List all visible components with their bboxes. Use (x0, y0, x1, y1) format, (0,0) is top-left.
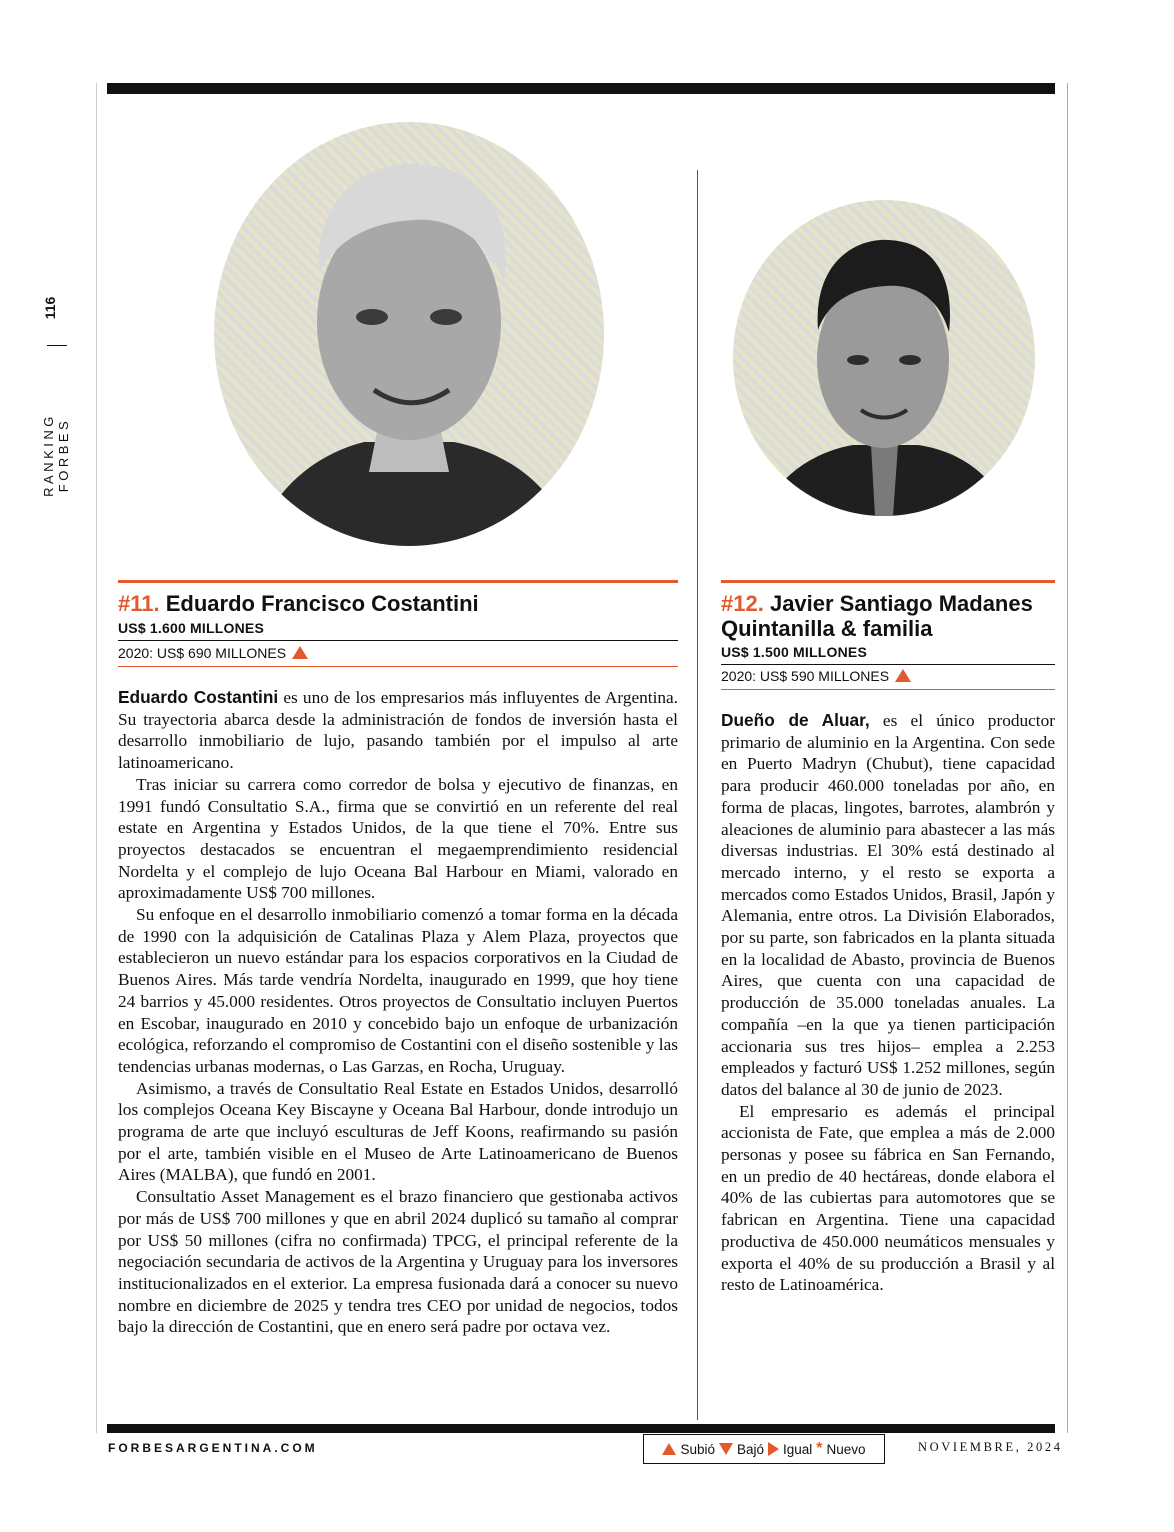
profile-1-paragraph: Su enfoque en el desarrollo inmobiliario comenzó a tomar forma en la década de 1990 con la adquisición de Catalinas Plaza y Alem Plaza, proyectos que establecieron un nuevo estándar para los espacios corporativos en la Ciudad de Buenos Aires. Más tarde vendría Nordelta, inaugurado en 1999, que hoy tiene 24 barrios y 45.000 residentes. Otros proyectos de Consultatio incluyen Puertos en Escobar, inaugurado en 2010 y concebido bajo un enfoque de urbanización ecológica, reforzando el compromiso de Costantini con el diseño sostenible y las tendencias urbanas modernas, o Las Garzas, en Rocha, Uruguay. (118, 905, 678, 1076)
profile-2-previous: 2020: US$ 590 MILLONES (721, 668, 890, 684)
right-margin-rule (1067, 83, 1068, 1433)
top-rule (107, 83, 1055, 94)
profile-1-title (118, 591, 678, 616)
profile-2-bottom-rule (721, 689, 1055, 690)
legend-same: Igual (783, 1441, 813, 1457)
portrait-costantini (214, 122, 604, 546)
profile-2-net-worth: US$ 1.500 MILLONES (721, 644, 867, 660)
section-label: RANKING FORBES (41, 413, 71, 497)
triangle-up-icon (292, 646, 308, 659)
profile-2-name: Javier Santiago Madanes Quintanilla & familia (721, 591, 1033, 641)
legend-down: Bajó (736, 1441, 764, 1457)
profile-1-rule (118, 640, 678, 641)
profile-1-paragraph: Asimismo, a través de Consultatio Real Estate en Estados Unidos, desarrolló los complejos Oceana Key Biscayne y Oceana Bal Harbour, donde introdujo un programa de arte que incluyó esculturas de Jeff Koons, reafirmando su pasión por el arte, también visible en el Museo de Arte Latinoamericano de Buenos Aires (MALBA), que fundó en 2001. (118, 1078, 678, 1185)
profile-1-paragraph: Eduardo Costantini es uno de los empresarios más influyentes de Argentina. Su trayectoria abarca desde la administración de fondos de inversión hasta el desarrollo inmobiliario de lujo, pasando también por el impulso al arte latinoamericano. (118, 687, 679, 773)
profile-2-paragraph: El empresario es además el principal accionista de Fate, que emplea a más de 2.000 personas y posee su fábrica en San Fernando, en un predio de 40 hectáreas, donde elabora el 40% de las cubiertas para automotores que se fabrican en Argentina. Tiene una capacidad productiva de 450.000 neumáticos mensuales y exporta el 40% de su producción a Brasil y al resto de Latinoamérica. (721, 1101, 1055, 1295)
profile-2-accent-rule (721, 580, 1055, 583)
side-rule (47, 345, 67, 346)
profile-2-previous-row (721, 668, 911, 684)
profile-1-lead: Eduardo Costantini (118, 687, 279, 707)
legend-new: Nuevo (826, 1441, 866, 1457)
profile-2-paragraph: Dueño de Aluar, es el único productor primario de aluminio en la Argentina. Con sede en Puerto Madryn (Chubut), tiene capacidad para producir 460.000 toneladas por año, en forma de placas, lingotes, barrotes, alambrón y aleaciones de aluminio para abastecer a las más diversas industrias. El 30% está destinado al mercado interno, y el resto se exporta a mercados como Estados Unidos, Brasil, Japón y Alemania, entre otros. La División Elaborados, por su parte, son fabricados en la planta situada en la localidad de Abasto, provincia de Buenos Aires, que cuenta con una capacidad de producción de 35.000 toneladas anuales. La compañía –en la que ya tienen participación accionaria sus tres hijos– emplea a 2.253 empleados y facturó US$ 1.252 millones, según datos del balance al 30 de junio de 2023. (721, 710, 1055, 1099)
profile-1-name: Eduardo Francisco Costantini (165, 591, 479, 616)
triangle-up-icon (895, 669, 911, 682)
profile-1-bottom-rule (118, 666, 678, 667)
profile-1-net-worth: US$ 1.600 MILLONES (118, 620, 264, 636)
profile-2-rank: #12. (721, 591, 764, 616)
triangle-up-icon (662, 1443, 676, 1455)
trend-legend (643, 1434, 885, 1464)
legend-up: Subió (680, 1441, 715, 1457)
triangle-right-icon (768, 1442, 779, 1456)
portrait-madanes (733, 200, 1035, 516)
left-margin-rule (96, 83, 97, 1433)
profile-2-title (721, 591, 1055, 641)
column-divider (697, 170, 698, 1420)
profile-2-lead: Dueño de Aluar, (721, 710, 870, 730)
profile-1-previous: 2020: US$ 690 MILLONES (118, 645, 287, 661)
footer-site: FORBESARGENTINA.COM (108, 1441, 318, 1455)
profile-1-body (118, 687, 678, 1338)
page-number: 116 (42, 296, 58, 320)
triangle-down-icon (719, 1443, 733, 1455)
profile-1-paragraph: Consultatio Asset Management es el brazo financiero que gestionaba activos por más de US$ 700 millones y que en abril 2024 duplicó su tamaño al comprar por US$ 50 millones (cifra no confirmada) TPCG, el principal referente de la negociación secundaria de activos de la Argentina y Uruguay para los inversores institucionalizados en el exterior. La empresa fusionada dará a conocer su nuevo nombre en diciembre de 2025 y tendra tres CEO por unidad de negocios, todos bajo la dirección de Costantini, que en enero será padre por octava vez. (118, 1187, 678, 1337)
profile-2-rule (721, 664, 1055, 665)
bottom-rule (107, 1424, 1055, 1433)
profile-1-previous-row (118, 645, 308, 661)
footer-date: NOVIEMBRE, 2024 (918, 1440, 1063, 1454)
asterisk-icon: * (816, 1440, 823, 1457)
profile-1-accent-rule (118, 580, 678, 583)
profile-2-body (721, 710, 1055, 1296)
profile-1-paragraph: Tras iniciar su carrera como corredor de bolsa y ejecutivo de finanzas, en 1991 fundó Consultatio S.A., firma que se convirtió en un referente del real estate en Argentina y Estados Unidos, de la que tiene el 70%. Entre sus proyectos destacados se encuentran el megaemprendimiento residencial Nordelta y el complejo de lujo Oceana Bal Harbour en Miami, valorado en aproximadamente US$ 700 millones. (118, 774, 678, 903)
profile-1-rank: #11. (118, 591, 160, 616)
